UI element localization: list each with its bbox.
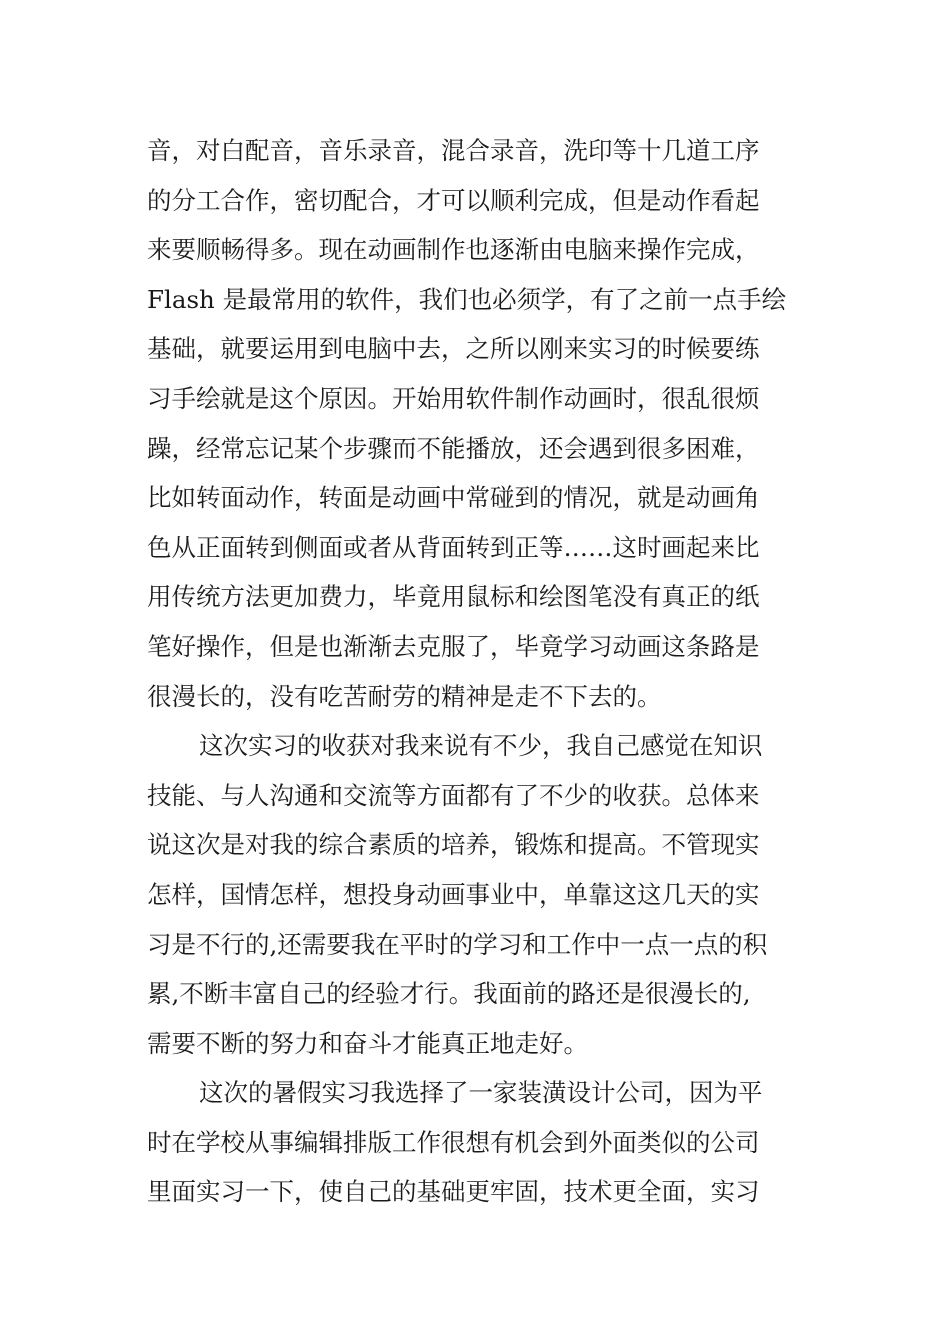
- text-line: 色从正面转到侧面或者从背面转到正等……这时画起来比: [147, 532, 760, 562]
- text-line: 习手绘就是这个原因。开始用软件制作动画时，很乱很烦: [147, 383, 760, 413]
- text-line: 比如转面动作，转面是动画中常碰到的情况，就是动画角: [147, 483, 760, 513]
- text-line: 躁，经常忘记某个步骤而不能播放，还会遇到很多困难，: [147, 433, 760, 463]
- paragraph-2: [147, 721, 817, 1068]
- text-line: 技能、与人沟通和交流等方面都有了不少的收获。总体来: [147, 780, 760, 810]
- text-line: 这次实习的收获对我来说有不少，我自己感觉在知识: [199, 731, 763, 761]
- text-line: 里面实习一下，使自己的基础更牢固，技术更全面，实习: [147, 1177, 760, 1207]
- text-line: 累,不断丰富自己的经验才行。我面前的路还是很漫长的,: [147, 979, 751, 1009]
- paragraph-1: [147, 126, 817, 721]
- text-line: 用传统方法更加费力，毕竟用鼠标和绘图笔没有真正的纸: [147, 582, 760, 612]
- text-line: 这次的暑假实习我选择了一家装潢设计公司，因为平: [199, 1078, 763, 1108]
- text-line: 基础，就要运用到电脑中去，之所以刚来实习的时候要练: [147, 334, 760, 364]
- text-line: 时在学校从事编辑排版工作很想有机会到外面类似的公司: [147, 1127, 760, 1157]
- text-line: 来要顺畅得多。现在动画制作也逐渐由电脑来操作完成，: [147, 235, 760, 265]
- body-text: [147, 126, 817, 1217]
- text-line: 需要不断的努力和奋斗才能真正地走好。: [147, 1028, 588, 1058]
- paragraph-3: [147, 1068, 817, 1217]
- text-line: 说这次是对我的综合素质的培养，锻炼和提高。不管现实: [147, 830, 760, 860]
- text-line: Flash 是最常用的软件，我们也必须学，有了之前一点手绘: [147, 284, 787, 314]
- text-line: 习是不行的,还需要我在平时的学习和工作中一点一点的积: [147, 929, 768, 959]
- text-line: 笔好操作，但是也渐渐去克服了，毕竟学习动画这条路是: [147, 631, 760, 661]
- text-line: 的分工合作，密切配合，才可以顺利完成，但是动作看起: [147, 185, 760, 215]
- text-line: 音，对白配音，音乐录音，混合录音，洗印等十几道工序: [147, 136, 760, 165]
- text-line: 怎样，国情怎样，想投身动画事业中，单靠这这几天的实: [147, 879, 760, 909]
- text-line: 很漫长的，没有吃苦耐劳的精神是走不下去的。: [147, 681, 662, 711]
